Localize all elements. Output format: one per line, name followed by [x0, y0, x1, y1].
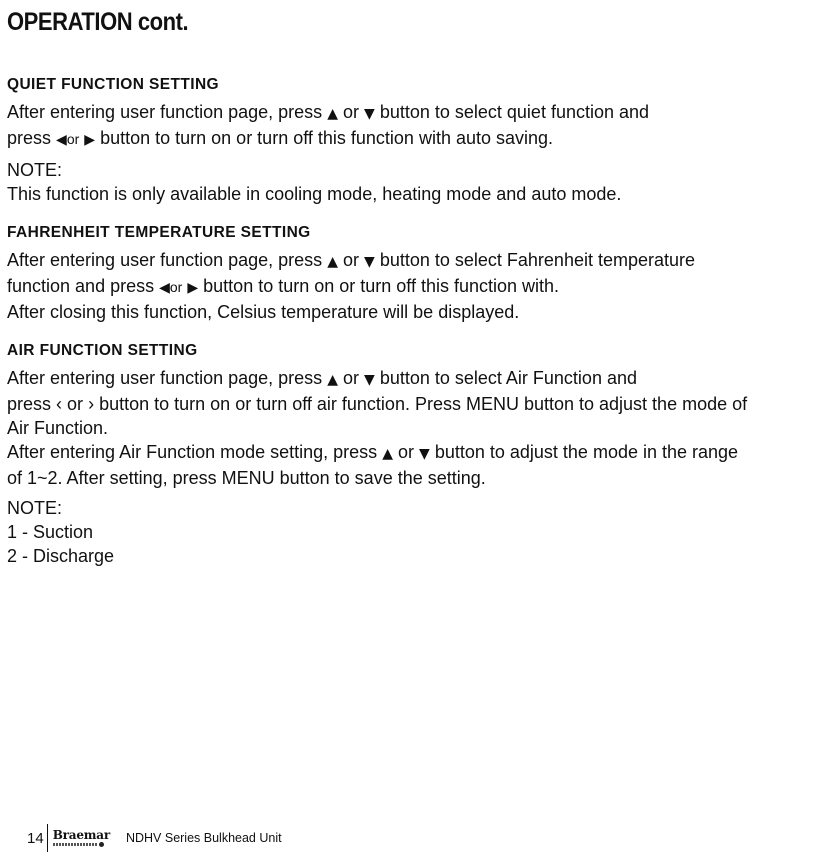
note-item: 2 - Discharge: [7, 546, 115, 566]
text-fragment: After entering user function page, press: [7, 250, 323, 270]
up-arrow-icon: ▲: [382, 446, 393, 462]
text-fragment: button to turn on or turn off this function with auto saving.: [100, 128, 554, 148]
text-fragment: button to turn on or turn off this function with.: [203, 276, 560, 296]
brand-logo: [53, 829, 110, 847]
brand-name: Braemar: [52, 828, 110, 842]
text-fragment: or: [343, 368, 360, 388]
page-number: 14: [27, 829, 44, 847]
up-arrow-icon: ▲: [327, 254, 338, 270]
brand-dot-icon: [99, 842, 104, 847]
paragraph-line: [7, 126, 835, 152]
down-arrow-icon: ▼: [364, 254, 375, 270]
note-label: NOTE:: [7, 160, 63, 180]
footer-divider: [47, 824, 48, 852]
note-label: NOTE:: [7, 498, 63, 518]
text-fragment: After entering Air Function mode setting, press: [7, 442, 378, 462]
text-fragment: function and press: [7, 276, 155, 296]
text-fragment: or: [169, 279, 183, 295]
paragraph-line: [7, 248, 835, 274]
air-function-section: [7, 342, 835, 568]
paragraph-line: [7, 392, 835, 416]
text-fragment: or: [67, 394, 84, 414]
text-fragment: button to adjust the mode in the range: [434, 442, 739, 462]
brand-tagline-mark: [53, 842, 104, 847]
paragraph-line: [7, 440, 835, 466]
up-arrow-icon: ▲: [327, 372, 338, 388]
right-chevron-icon: ›: [88, 394, 95, 414]
paragraph-line: of 1~2. After setting, press MENU button to save the setting.: [7, 468, 486, 488]
text-fragment: or: [398, 442, 415, 462]
left-chevron-icon: ‹: [56, 394, 63, 414]
fahrenheit-section: [7, 224, 835, 324]
paragraph-line: [7, 274, 835, 300]
page-title: OPERATION cont.: [7, 8, 189, 36]
section-heading: QUIET FUNCTION SETTING: [7, 76, 220, 93]
note-text: This function is only available in cooling mode, heating mode and auto mode.: [7, 184, 622, 204]
section-heading: FAHRENHEIT TEMPERATURE SETTING: [7, 224, 311, 241]
paragraph-line: [7, 366, 835, 392]
left-arrow-icon: ◀: [56, 132, 67, 148]
text-fragment: or: [66, 131, 80, 147]
text-fragment: After entering user function page, press: [7, 102, 323, 122]
page-footer: [27, 824, 282, 852]
text-fragment: button to select Air Function and: [379, 368, 637, 388]
text-fragment: After entering user function page, press: [7, 368, 323, 388]
text-fragment: button to select quiet function and: [379, 102, 650, 122]
left-arrow-icon: ◀: [159, 280, 170, 296]
up-arrow-icon: ▲: [327, 106, 338, 122]
note-item: 1 - Suction: [7, 522, 94, 542]
text-fragment: press: [7, 394, 52, 414]
down-arrow-icon: ▼: [364, 372, 375, 388]
right-arrow-icon: ▶: [187, 280, 199, 296]
paragraph-line: [7, 100, 835, 126]
note-block: [7, 496, 835, 568]
brand-tagline-line: [53, 843, 97, 846]
section-heading: AIR FUNCTION SETTING: [7, 342, 198, 359]
text-fragment: or: [343, 102, 360, 122]
text-fragment: button to turn on or turn off air function. Press MENU button to adjust the mode of: [99, 394, 748, 414]
right-arrow-icon: ▶: [84, 132, 96, 148]
text-fragment: button to select Fahrenheit temperature: [379, 250, 696, 270]
down-arrow-icon: ▼: [419, 446, 430, 462]
quiet-function-section: [7, 76, 835, 206]
text-fragment: or: [343, 250, 360, 270]
product-name: NDHV Series Bulkhead Unit: [125, 831, 282, 845]
paragraph-line: Air Function.: [7, 418, 109, 438]
paragraph-line: After closing this function, Celsius temperature will be displayed.: [7, 302, 520, 322]
text-fragment: press: [7, 128, 52, 148]
note-block: [7, 158, 835, 206]
down-arrow-icon: ▼: [364, 106, 375, 122]
